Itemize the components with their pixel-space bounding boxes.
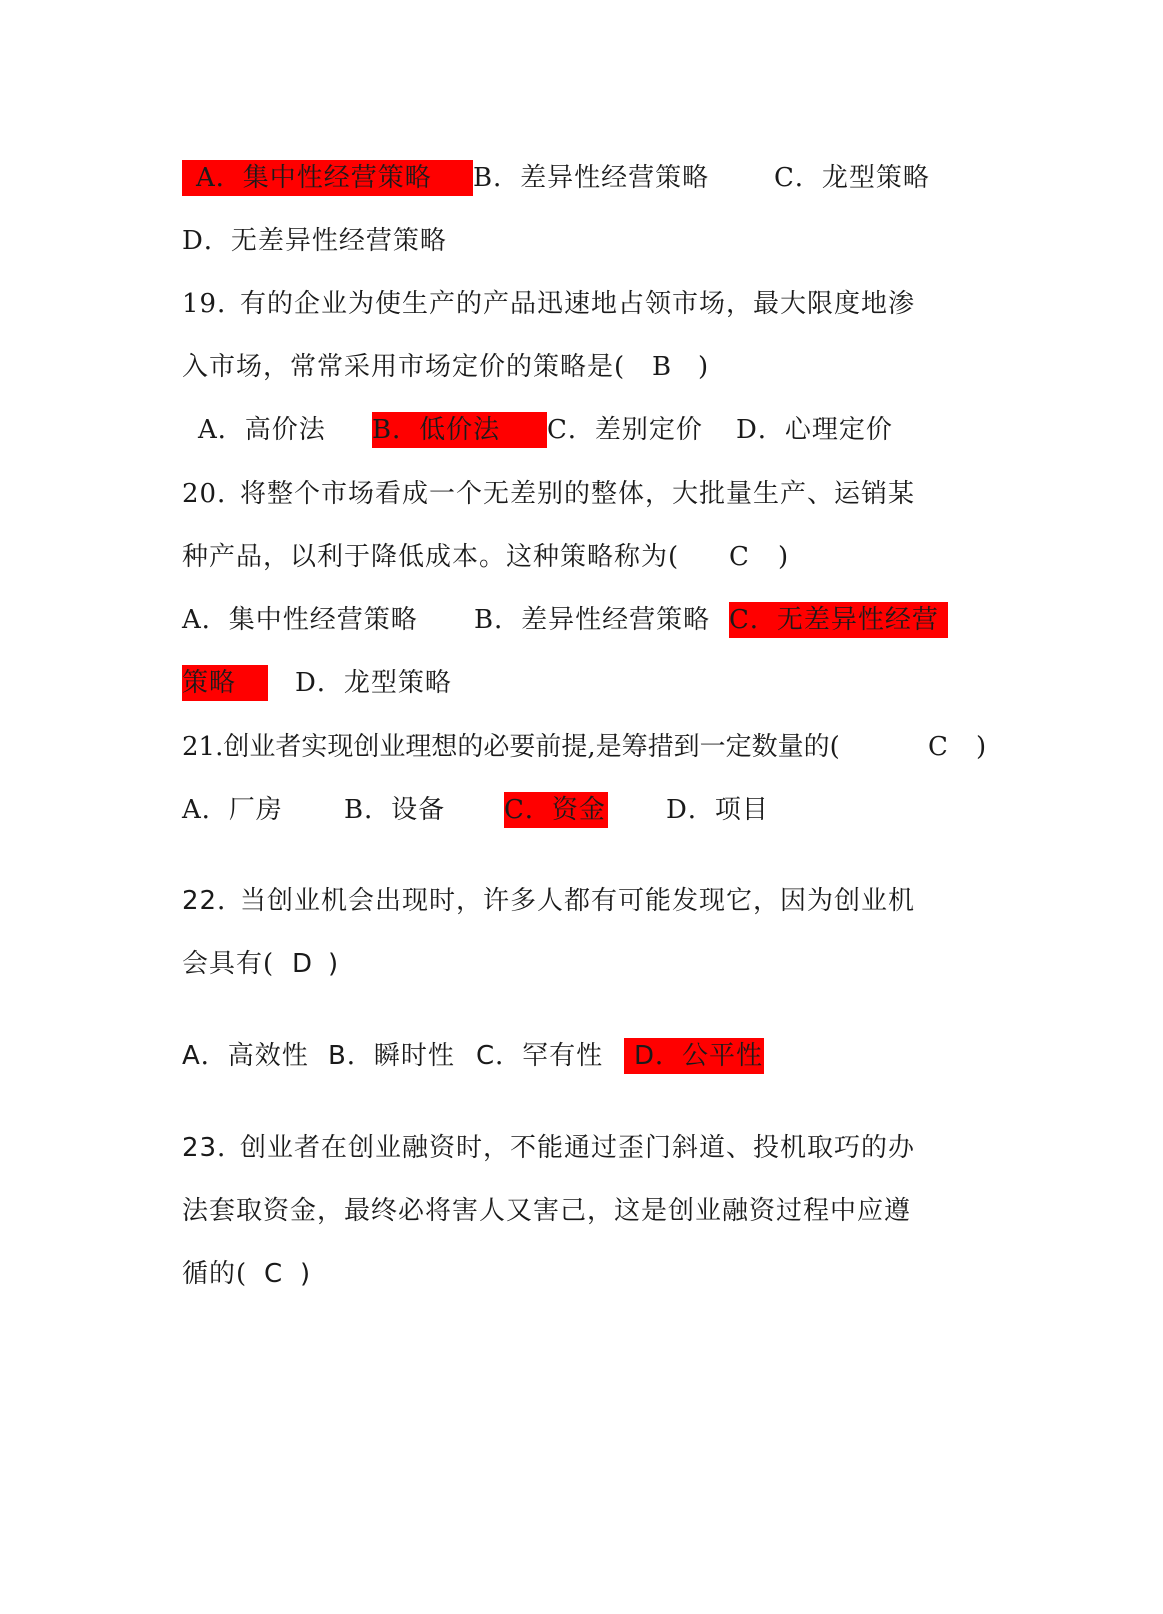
q22-option-c: C．罕有性 [476,1041,604,1071]
q23-answer: C [264,1259,284,1289]
q18-option-a-highlighted [182,160,473,196]
q21-text: 21.创业者实现创业理想的必要前提,是筹措到一定数量的( [182,732,840,762]
q19-close-paren: ) [698,352,710,382]
q19-option-b-highlighted [372,412,547,448]
q19-text-2: 入市场，常常采用市场定价的策略是( [182,352,626,382]
q19-option-a: A．高价法 [198,415,326,445]
q21-close-paren: ) [976,732,988,762]
q18-option-d: D．无差异性经营策略 [182,226,447,256]
q23-text-3: 循的( [182,1259,248,1289]
q23-number: 23． [182,1133,245,1163]
q22-close-paren: ) [328,949,340,979]
q22-option-b: B．瞬时性 [328,1041,455,1071]
q20-option-c-continued-highlighted [182,665,268,701]
q19-option-b: B．低价法 [372,415,501,445]
q22-option-d-highlighted [624,1038,764,1074]
q21-option-a: A．厂房 [182,795,283,825]
q20-answer: C [729,542,750,572]
q18-option-c: C．龙型策略 [774,163,930,193]
q20-option-c-part2: 策略 [182,668,237,698]
q22-option-a: A．高效性 [182,1041,309,1071]
q22-option-d: D．公平性 [634,1041,764,1071]
q19-number: 19． [182,289,245,319]
q21-option-b: B．设备 [344,795,446,825]
q19-option-c: C．差别定价 [547,415,703,445]
q22-answer: D [292,949,314,979]
q20-text-2: 种产品，以利于降低成本。这种策略称为( [182,542,680,572]
q20-number: 20． [182,479,245,509]
q21-option-c: C．资金 [504,795,606,825]
q21-option-c-highlighted [504,792,608,828]
q20-option-b: B．差异性经营策略 [474,605,711,635]
q20-option-c-highlighted [729,602,948,638]
q23-text-2: 法套取资金，最终必将害人又害己，这是创业融资过程中应遵 [182,1196,912,1226]
q22-text-2: 会具有( [182,949,275,979]
q20-option-d: D．龙型策略 [295,668,452,698]
q20-option-c-part1: C．无差异性经营 [729,605,939,635]
q19-option-d: D．心理定价 [736,415,893,445]
q22-number: 22． [182,886,245,916]
q19-answer: B [652,352,673,382]
q21-option-d: D．项目 [666,795,769,825]
q18-option-b: B．差异性经营策略 [473,163,710,193]
q21-answer: C [928,732,949,762]
q19-text-1: 有的企业为使生产的产品迅速地占领市场，最大限度地渗 [240,289,916,319]
q20-option-a: A．集中性经营策略 [182,605,418,635]
q20-close-paren: ) [778,542,790,572]
q23-text-1: 创业者在创业融资时，不能通过歪门斜道、投机取巧的办 [240,1133,916,1163]
q23-close-paren: ) [300,1259,312,1289]
q18-option-a: A．集中性经营策略 [196,163,432,193]
q20-text-1: 将整个市场看成一个无差别的整体，大批量生产、运销某 [240,479,916,509]
q22-text-1: 当创业机会出现时，许多人都有可能发现它，因为创业机 [240,886,916,916]
